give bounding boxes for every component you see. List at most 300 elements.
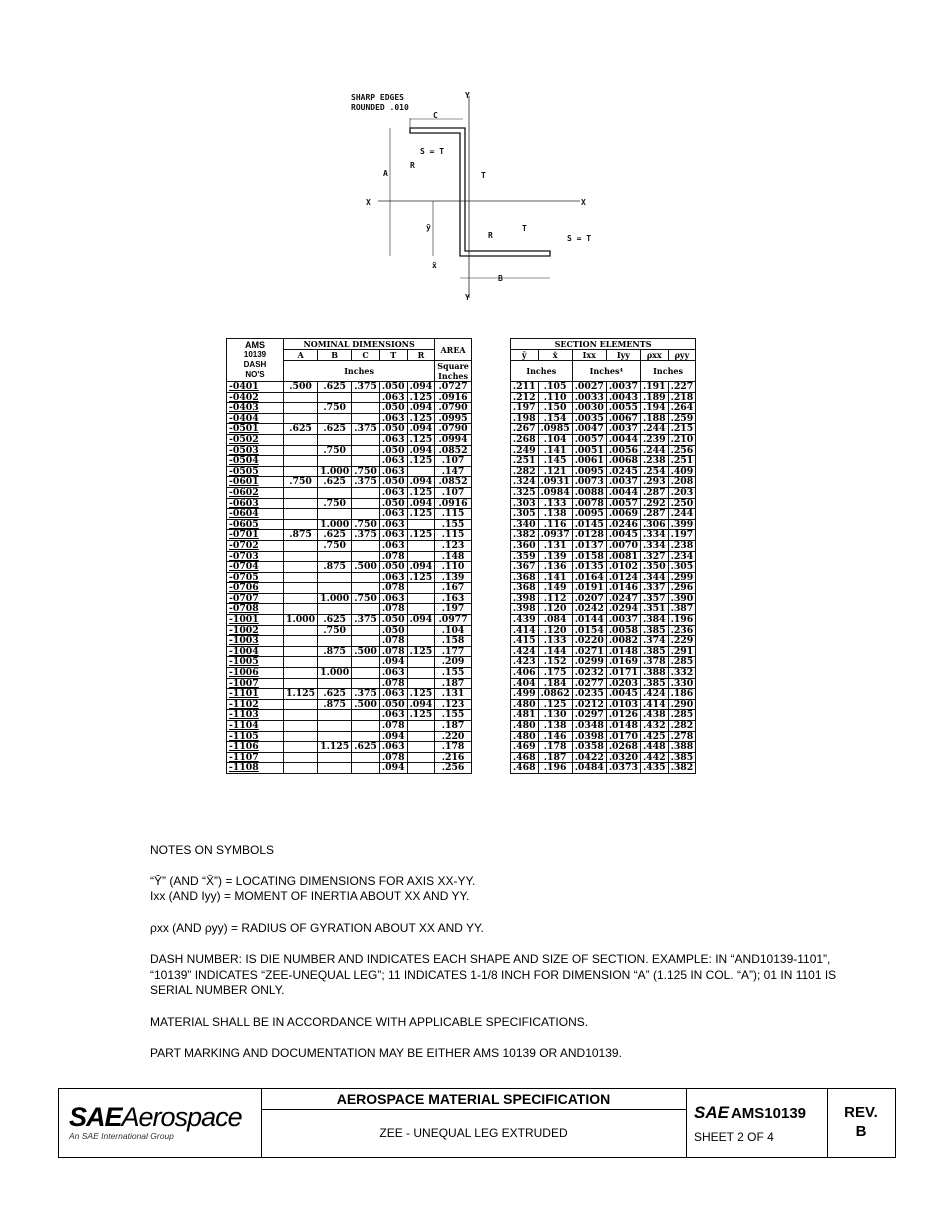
- note-part-marking: PART MARKING AND DOCUMENTATION MAY BE EITHER AMS 10139 OR AND10139.: [150, 1046, 622, 1060]
- table-cell: [284, 625, 318, 636]
- table-cell: 1.125: [318, 742, 352, 753]
- dash-number-cell: -0401: [227, 382, 284, 393]
- dimensions-table-wrapper: [226, 338, 696, 774]
- gap-cell: [471, 699, 510, 710]
- dimensions-table-body: [227, 382, 696, 774]
- table-cell: .244: [668, 509, 696, 520]
- table-cell: .0103: [606, 699, 640, 710]
- table-cell: .147: [435, 466, 472, 477]
- table-cell: .0069: [606, 509, 640, 520]
- table-cell: .110: [538, 392, 572, 403]
- dash-number-cell: -0701: [227, 530, 284, 541]
- table-cell: [284, 668, 318, 679]
- table-cell: .250: [668, 498, 696, 509]
- table-cell: .063: [379, 434, 407, 445]
- table-cell: .123: [435, 699, 472, 710]
- table-cell: .167: [435, 583, 472, 594]
- table-cell: .211: [510, 382, 538, 393]
- table-cell: .194: [640, 403, 668, 414]
- gap-cell: [471, 572, 510, 583]
- table-cell: .209: [435, 657, 472, 668]
- table-cell: .125: [407, 710, 435, 721]
- table-cell: [407, 540, 435, 551]
- gap-cell: [471, 466, 510, 477]
- gap-cell: [471, 678, 510, 689]
- table-cell: [352, 763, 380, 774]
- table-cell: [284, 551, 318, 562]
- table-cell: .340: [510, 519, 538, 530]
- table-cell: .0037: [606, 424, 640, 435]
- table-cell: .125: [407, 646, 435, 657]
- gap-cell: [471, 530, 510, 541]
- table-cell: .094: [407, 615, 435, 626]
- table-cell: .0044: [606, 434, 640, 445]
- table-cell: .125: [407, 413, 435, 424]
- table-cell: .189: [640, 392, 668, 403]
- table-cell: .0037: [606, 615, 640, 626]
- table-cell: .468: [510, 763, 538, 774]
- table-cell: .424: [510, 646, 538, 657]
- table-cell: [352, 445, 380, 456]
- table-cell: .290: [668, 699, 696, 710]
- table-cell: .750: [352, 466, 380, 477]
- table-cell: .178: [435, 742, 472, 753]
- dash-number-cell: -0402: [227, 392, 284, 403]
- table-cell: [284, 593, 318, 604]
- table-cell: .094: [407, 445, 435, 456]
- table-cell: .0154: [572, 625, 606, 636]
- dash-number-cell: -0604: [227, 509, 284, 520]
- table-cell: .063: [379, 668, 407, 679]
- dash-number-cell: -1006: [227, 668, 284, 679]
- table-row: [227, 466, 696, 477]
- table-row: [227, 731, 696, 742]
- table-cell: .404: [510, 678, 538, 689]
- table-cell: .063: [379, 572, 407, 583]
- table-cell: [284, 752, 318, 763]
- table-cell: .0035: [572, 413, 606, 424]
- table-cell: [407, 593, 435, 604]
- table-cell: .094: [379, 731, 407, 742]
- table-cell: [407, 731, 435, 742]
- table-cell: [318, 487, 352, 498]
- table-cell: .374: [640, 636, 668, 647]
- table-cell: .500: [352, 562, 380, 573]
- table-cell: .0082: [606, 636, 640, 647]
- table-cell: .121: [538, 466, 572, 477]
- table-row: [227, 763, 696, 774]
- table-cell: .0212: [572, 699, 606, 710]
- table-cell: .334: [640, 540, 668, 551]
- doc-title: ZEE - UNEQUAL LEG EXTRUDED: [379, 1126, 568, 1140]
- gap-cell: [471, 424, 510, 435]
- table-cell: .344: [640, 572, 668, 583]
- table-cell: .125: [407, 530, 435, 541]
- table-cell: [352, 731, 380, 742]
- table-cell: .125: [407, 487, 435, 498]
- table-cell: .388: [668, 742, 696, 753]
- gap-cell: [471, 615, 510, 626]
- table-cell: .875: [318, 562, 352, 573]
- table-cell: .063: [379, 710, 407, 721]
- table-cell: [407, 636, 435, 647]
- table-cell: .293: [640, 477, 668, 488]
- table-cell: .327: [640, 551, 668, 562]
- dim-r-bottom-label: R: [488, 231, 493, 240]
- table-cell: .375: [352, 615, 380, 626]
- table-cell: .154: [538, 413, 572, 424]
- table-cell: [284, 699, 318, 710]
- table-cell: .385: [668, 752, 696, 763]
- table-cell: .469: [510, 742, 538, 753]
- col-r-header: R: [407, 350, 435, 361]
- table-cell: .063: [379, 413, 407, 424]
- table-cell: .123: [435, 540, 472, 551]
- table-cell: [318, 604, 352, 615]
- table-cell: .184: [538, 678, 572, 689]
- table-cell: [284, 487, 318, 498]
- note-inertia: Ixx (AND Iyy) = MOMENT OF INERTIA ABOUT XX AND YY.: [150, 889, 470, 903]
- gap-cell: [471, 477, 510, 488]
- table-cell: .875: [284, 530, 318, 541]
- table-cell: .116: [538, 519, 572, 530]
- table-cell: .435: [640, 763, 668, 774]
- table-cell: .360: [510, 540, 538, 551]
- table-cell: .375: [352, 689, 380, 700]
- table-row: [227, 625, 696, 636]
- table-cell: .198: [510, 413, 538, 424]
- table-cell: .0242: [572, 604, 606, 615]
- table-cell: .050: [379, 625, 407, 636]
- table-cell: .130: [538, 710, 572, 721]
- table-row: [227, 752, 696, 763]
- table-cell: .063: [379, 530, 407, 541]
- table-cell: [352, 752, 380, 763]
- gap-cell: [471, 742, 510, 753]
- dim-b-label: B: [498, 274, 503, 283]
- dim-ybar-label: ȳ: [426, 223, 431, 232]
- table-cell: .105: [538, 382, 572, 393]
- area-header: AREA: [435, 339, 472, 361]
- table-cell: [352, 721, 380, 732]
- table-row: [227, 551, 696, 562]
- gap-cell: [471, 540, 510, 551]
- table-cell: .0137: [572, 540, 606, 551]
- table-cell: .0994: [435, 434, 472, 445]
- table-row: [227, 636, 696, 647]
- table-row: [227, 646, 696, 657]
- table-cell: .750: [318, 403, 352, 414]
- inches-header: Inches: [284, 361, 435, 382]
- table-cell: .375: [352, 477, 380, 488]
- table-cell: .0057: [572, 434, 606, 445]
- table-cell: .375: [352, 424, 380, 435]
- table-cell: .382: [668, 763, 696, 774]
- col-b-header: B: [318, 350, 352, 361]
- dash-number-cell: -0702: [227, 540, 284, 551]
- dash-number-cell: -0706: [227, 583, 284, 594]
- sae-mini-logo: SAE: [694, 1103, 729, 1122]
- table-row: [227, 689, 696, 700]
- table-cell: .414: [510, 625, 538, 636]
- table-cell: [318, 636, 352, 647]
- table-cell: .481: [510, 710, 538, 721]
- table-cell: .163: [435, 593, 472, 604]
- table-cell: .282: [668, 721, 696, 732]
- table-row: [227, 699, 696, 710]
- table-cell: .267: [510, 424, 538, 435]
- table-cell: .388: [640, 668, 668, 679]
- note-locating: “Ȳ” (AND “X̄”) = LOCATING DIMENSIONS FOR AXIS XX-YY.: [150, 873, 476, 888]
- y-axis-top-label: Y: [465, 91, 470, 100]
- table-row: [227, 572, 696, 583]
- table-cell: .0044: [606, 487, 640, 498]
- dash-number-cell: -0505: [227, 466, 284, 477]
- table-cell: [352, 487, 380, 498]
- table-cell: [352, 583, 380, 594]
- table-cell: [318, 456, 352, 467]
- table-cell: [407, 678, 435, 689]
- note-dash-number: DASH NUMBER: IS DIE NUMBER AND INDICATES EACH SHAPE AND SIZE OF SECTION. EXAMPLE: IN “AND10139-1101”, “10139” INDICATES “ZEE-UNEQUAL LEG”; 11 INDICATES 1-1/8 INCH FOR DIMENSION “A” (1.125 IN COL. “A”); 01 IN 1101 IS SERIAL NUMBER ONLY.: [150, 952, 837, 997]
- dash-number-cell: -0502: [227, 434, 284, 445]
- zee-section-diagram: [340, 88, 600, 303]
- table-cell: .197: [435, 604, 472, 615]
- table-cell: [284, 763, 318, 774]
- table-cell: .216: [435, 752, 472, 763]
- dash-number-cell: -0601: [227, 477, 284, 488]
- table-cell: .480: [510, 721, 538, 732]
- table-cell: .063: [379, 466, 407, 477]
- table-cell: .139: [538, 551, 572, 562]
- table-cell: [352, 636, 380, 647]
- table-cell: [352, 572, 380, 583]
- title-cell: [261, 1089, 687, 1157]
- table-cell: .0191: [572, 583, 606, 594]
- gap-cell: [471, 382, 510, 393]
- table-cell: .305: [668, 562, 696, 573]
- table-cell: .175: [538, 668, 572, 679]
- table-cell: .0171: [606, 668, 640, 679]
- table-cell: .0203: [606, 678, 640, 689]
- table-cell: [284, 403, 318, 414]
- table-cell: .0148: [606, 721, 640, 732]
- table-cell: .187: [435, 721, 472, 732]
- table-cell: [284, 498, 318, 509]
- x-axis-left-label: X: [366, 198, 371, 207]
- table-cell: .110: [435, 562, 472, 573]
- table-cell: .187: [538, 752, 572, 763]
- sharp-edges-note: SHARP EDGES: [351, 93, 404, 102]
- col-a-header: A: [284, 350, 318, 361]
- table-cell: .0081: [606, 551, 640, 562]
- dim-xbar-label: x̄: [432, 261, 437, 270]
- col-pxx-header: ρxx: [640, 350, 668, 361]
- col-c-header: C: [352, 350, 380, 361]
- table-row: [227, 445, 696, 456]
- table-cell: [352, 498, 380, 509]
- table-cell: .390: [668, 593, 696, 604]
- table-cell: .325: [510, 487, 538, 498]
- table-cell: 1.000: [318, 466, 352, 477]
- table-cell: .0985: [538, 424, 572, 435]
- table-cell: .750: [352, 519, 380, 530]
- table-cell: [318, 551, 352, 562]
- table-cell: .625: [284, 424, 318, 435]
- inches4-header: Inches⁴: [572, 361, 640, 382]
- table-cell: [407, 752, 435, 763]
- table-cell: .050: [379, 424, 407, 435]
- dash-number-cell: -1002: [227, 625, 284, 636]
- table-cell: [284, 456, 318, 467]
- table-cell: .254: [640, 466, 668, 477]
- table-cell: .268: [510, 434, 538, 445]
- dash-number-cell: -1103: [227, 710, 284, 721]
- gap-cell: [471, 763, 510, 774]
- table-cell: .244: [640, 445, 668, 456]
- table-row: [227, 604, 696, 615]
- spec-type: AEROSPACE MATERIAL SPECIFICATION: [261, 1089, 686, 1110]
- table-cell: .0398: [572, 731, 606, 742]
- dimensions-table: [226, 338, 696, 774]
- table-cell: [284, 562, 318, 573]
- notes-heading: NOTES ON SYMBOLS: [150, 843, 275, 857]
- table-cell: [352, 413, 380, 424]
- table-cell: [284, 678, 318, 689]
- table-cell: .094: [407, 424, 435, 435]
- table-cell: .0030: [572, 403, 606, 414]
- table-cell: .063: [379, 540, 407, 551]
- table-cell: .0158: [572, 551, 606, 562]
- table-cell: .368: [510, 583, 538, 594]
- table-cell: .050: [379, 699, 407, 710]
- dash-number-cell: -0703: [227, 551, 284, 562]
- table-cell: .750: [318, 498, 352, 509]
- table-cell: [352, 710, 380, 721]
- table-cell: .750: [318, 445, 352, 456]
- table-cell: .152: [538, 657, 572, 668]
- gap-cell: [471, 646, 510, 657]
- table-cell: .0727: [435, 382, 472, 393]
- table-cell: [407, 625, 435, 636]
- table-cell: .0128: [572, 530, 606, 541]
- table-cell: [284, 466, 318, 477]
- gap-cell: [471, 636, 510, 647]
- table-cell: .382: [510, 530, 538, 541]
- nominal-dimensions-header: NOMINAL DIMENSIONS: [284, 339, 435, 350]
- col-t-header: T: [379, 350, 407, 361]
- dash-number-cell: -0707: [227, 593, 284, 604]
- table-cell: .0422: [572, 752, 606, 763]
- table-cell: .050: [379, 615, 407, 626]
- table-cell: .625: [318, 689, 352, 700]
- table-cell: [352, 625, 380, 636]
- table-cell: .236: [668, 625, 696, 636]
- table-cell: .385: [640, 646, 668, 657]
- table-cell: .0061: [572, 456, 606, 467]
- table-cell: .0055: [606, 403, 640, 414]
- table-cell: .197: [510, 403, 538, 414]
- table-cell: .063: [379, 519, 407, 530]
- gap-cell: [471, 413, 510, 424]
- table-cell: 1.000: [318, 519, 352, 530]
- table-cell: .303: [510, 498, 538, 509]
- table-row: [227, 593, 696, 604]
- table-row: [227, 382, 696, 393]
- table-row: [227, 721, 696, 732]
- table-cell: .191: [640, 382, 668, 393]
- table-cell: .158: [435, 636, 472, 647]
- dash-number-cell: -0705: [227, 572, 284, 583]
- doc-number-cell: [686, 1089, 828, 1157]
- col-xbar-header: x̄: [538, 350, 572, 361]
- table-cell: .0145: [572, 519, 606, 530]
- table-cell: [284, 572, 318, 583]
- table-cell: [284, 583, 318, 594]
- table-cell: .357: [640, 593, 668, 604]
- table-cell: .414: [640, 699, 668, 710]
- table-row: [227, 530, 696, 541]
- table-cell: .078: [379, 636, 407, 647]
- dash-number-cell: -1102: [227, 699, 284, 710]
- table-cell: .177: [435, 646, 472, 657]
- table-cell: .125: [407, 392, 435, 403]
- table-cell: .150: [538, 403, 572, 414]
- table-cell: .0043: [606, 392, 640, 403]
- table-cell: .244: [640, 424, 668, 435]
- table-cell: .239: [640, 434, 668, 445]
- table-cell: .094: [407, 382, 435, 393]
- table-cell: .875: [318, 699, 352, 710]
- table-cell: .0124: [606, 572, 640, 583]
- table-cell: .0045: [606, 689, 640, 700]
- table-cell: .094: [407, 562, 435, 573]
- table-cell: [284, 434, 318, 445]
- table-cell: .063: [379, 509, 407, 520]
- table-cell: .0169: [606, 657, 640, 668]
- table-cell: .287: [640, 487, 668, 498]
- table-cell: .078: [379, 583, 407, 594]
- table-cell: .0297: [572, 710, 606, 721]
- table-cell: .480: [510, 699, 538, 710]
- table-cell: .063: [379, 487, 407, 498]
- table-cell: .0235: [572, 689, 606, 700]
- logo-sae: SAE: [69, 1102, 122, 1132]
- table-cell: .0148: [606, 646, 640, 657]
- table-cell: .138: [538, 509, 572, 520]
- table-cell: [284, 540, 318, 551]
- dim-t-web-label: T: [481, 171, 486, 180]
- gap-cell: [471, 689, 510, 700]
- table-cell: .625: [318, 530, 352, 541]
- table-cell: [352, 456, 380, 467]
- dash-number-cell: -1104: [227, 721, 284, 732]
- table-cell: [352, 392, 380, 403]
- table-cell: .625: [318, 382, 352, 393]
- table-cell: .063: [379, 742, 407, 753]
- table-cell: .0995: [435, 413, 472, 424]
- table-cell: [284, 509, 318, 520]
- table-cell: .131: [538, 540, 572, 551]
- table-cell: .234: [668, 551, 696, 562]
- table-cell: [284, 445, 318, 456]
- table-cell: [407, 763, 435, 774]
- table-cell: .063: [379, 456, 407, 467]
- table-cell: [352, 403, 380, 414]
- col-pyy-header: ρyy: [668, 350, 696, 361]
- table-cell: .330: [668, 678, 696, 689]
- table-cell: .306: [640, 519, 668, 530]
- table-cell: .0246: [606, 519, 640, 530]
